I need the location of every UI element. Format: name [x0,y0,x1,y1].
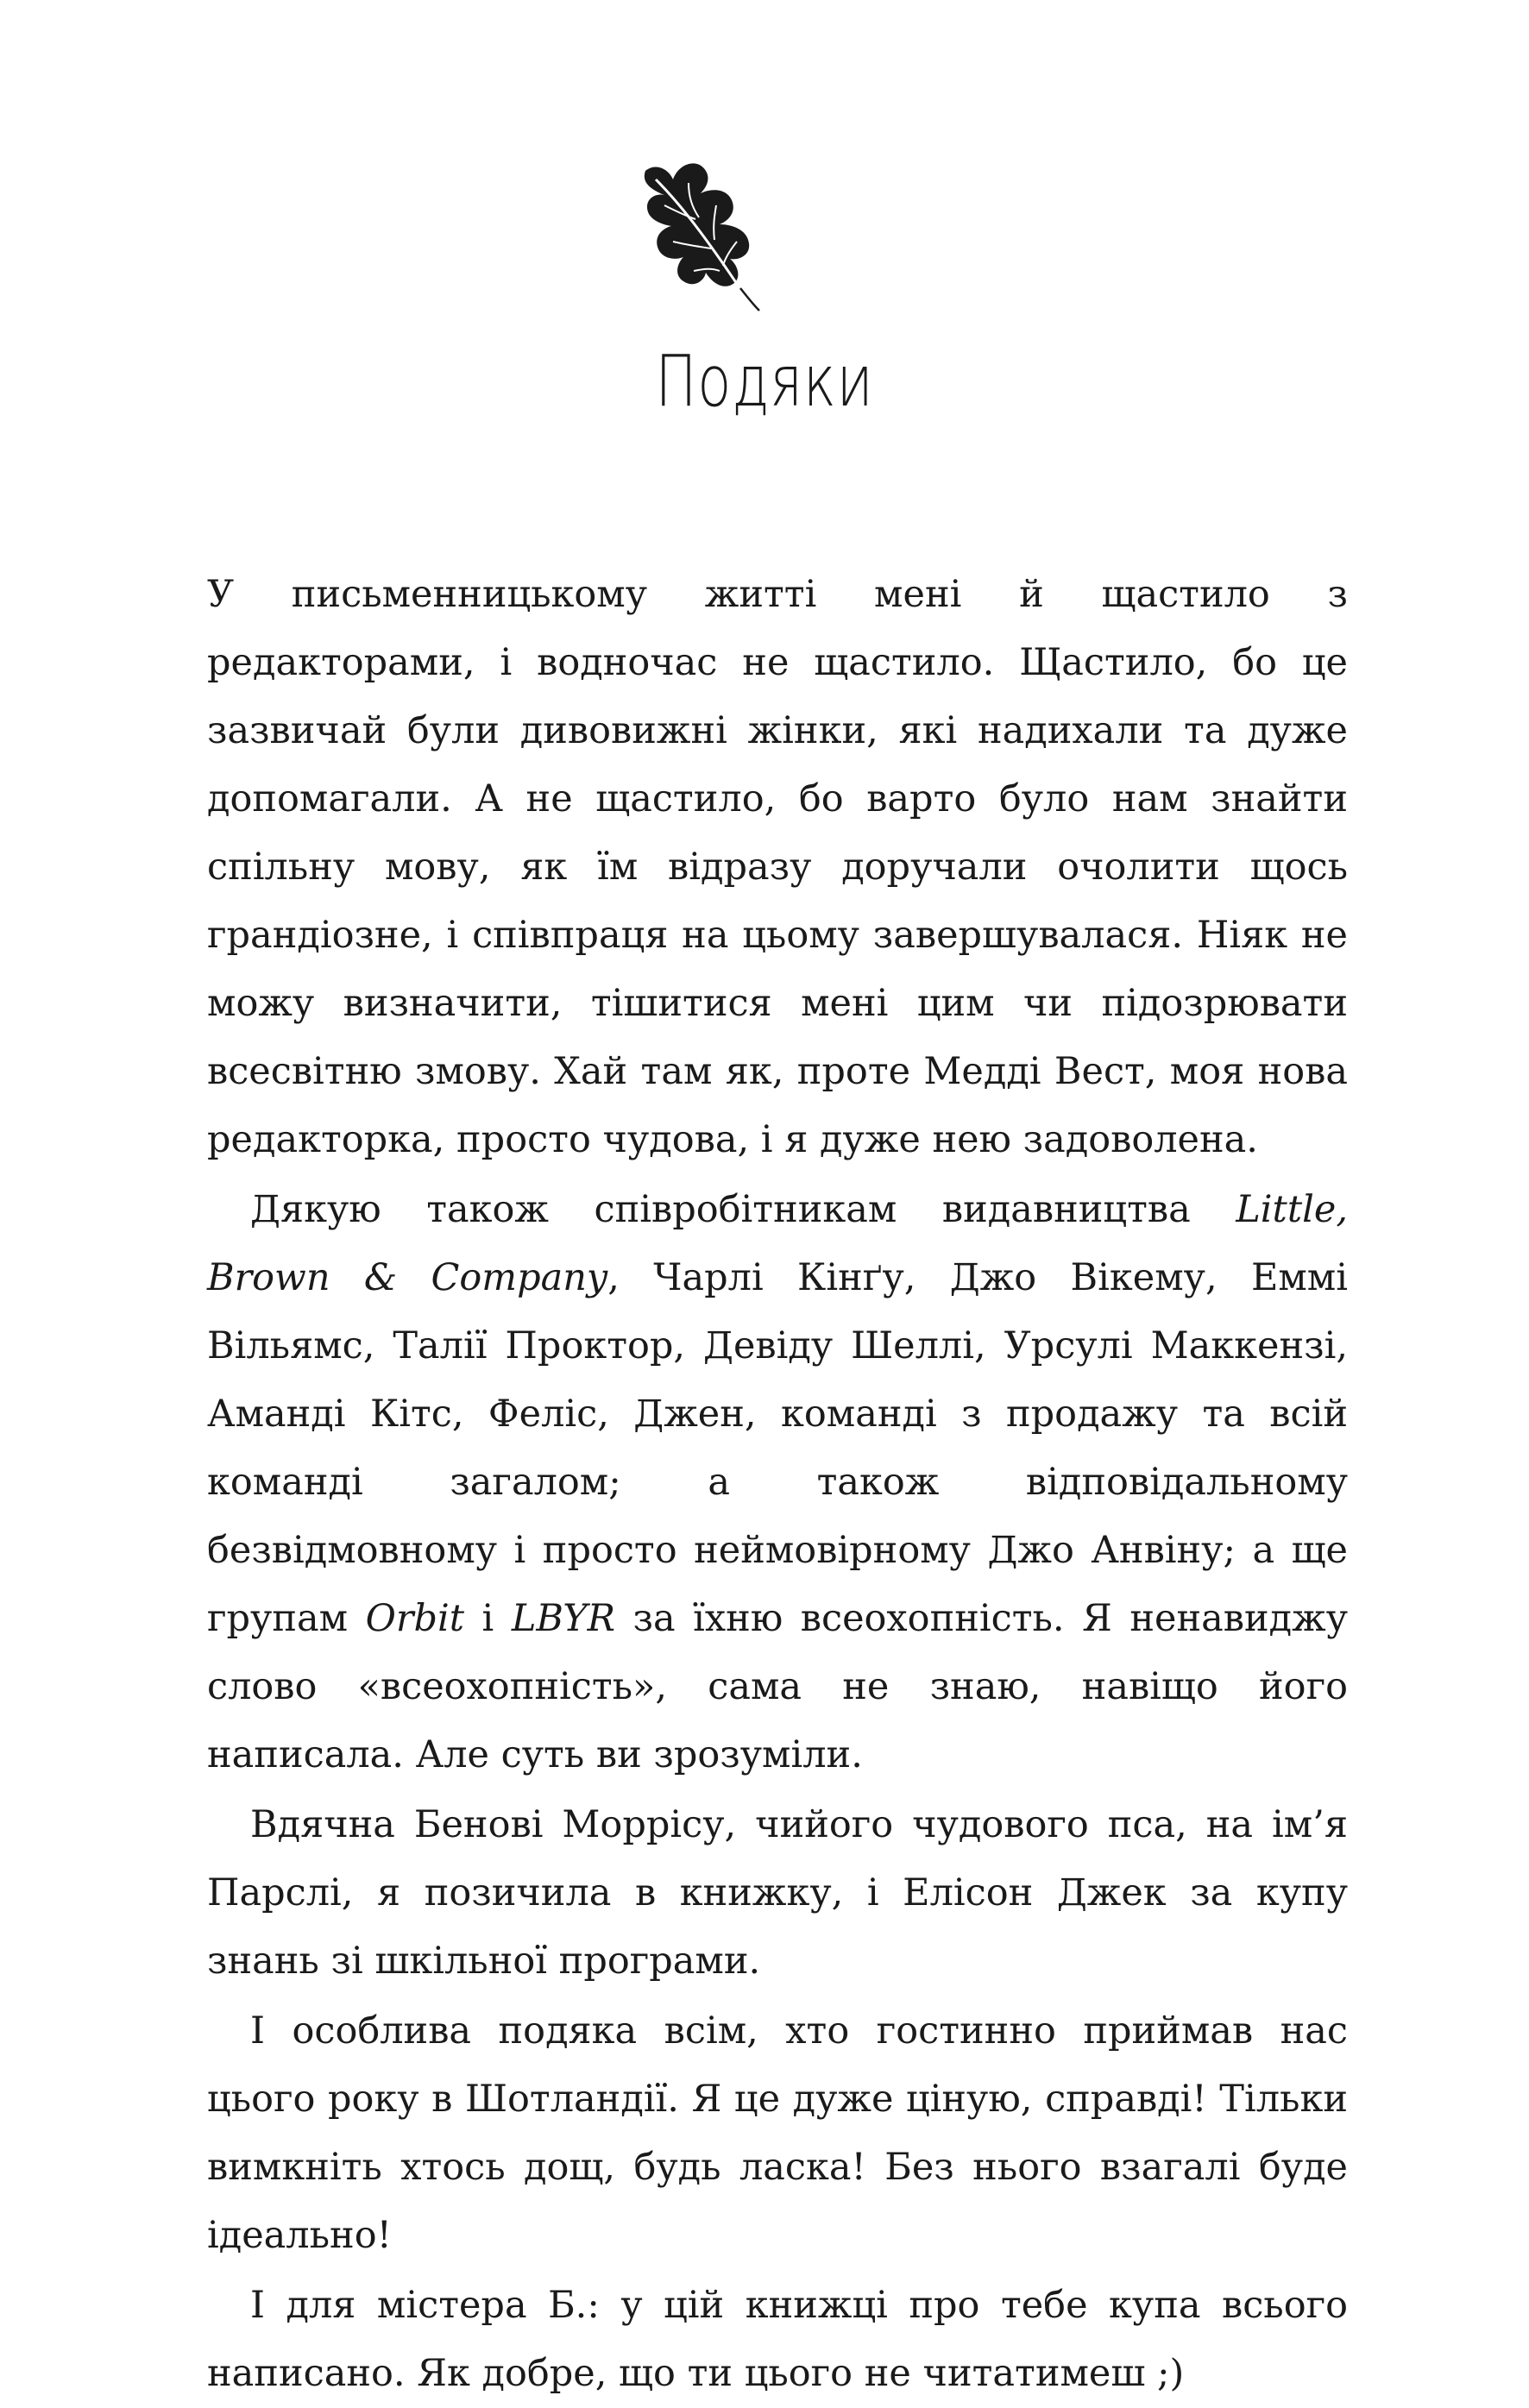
body-text [207,561,1348,2408]
paragraph-text: І особлива подяка всім, хто гостинно приймав нас цього року в Шотландії. Я це дуже ціную, справді! Тільки вимкніть хтось дощ, будь ласка! Без нього взагалі буде ідеально! [207,2009,1348,2257]
paragraph-text: за їхню всеохопність. Я ненавиджу слово «всеохопність», сама не знаю, навіщо його написала. Але суть ви зрозуміли. [207,1597,1348,1776]
chapter-title: Подяки [655,341,874,423]
paragraph-text: , Чарлі Кінґу, Джо Вікему, Еммі Вільямс, Талії Проктор, Девіду Шеллі, Урсулі Маккензі, Аманді Кітс, Феліс, Джен, команді з продажу та всій команді загалом; а також відповідальному безвідмовному і просто неймовірному Джо Анвіну; а ще групам [207,1256,1348,1640]
paragraph-text: і [464,1597,512,1640]
paragraph-text: Вдячна Бенові Моррісу, чийого чудового пса, на ім’я Парслі, я позичила в книжку, і Елісон Джек за купу знань зі шкільної програми. [207,1803,1348,1983]
paragraph-text: Дякую також співробітникам видавництва [250,1188,1236,1231]
italic-text: LBYR [511,1597,616,1640]
paragraph [207,1997,1348,2270]
italic-text: Orbit [365,1597,465,1640]
italic-text: Little, Brown & Company [207,1188,1348,1299]
oak-leaf-icon [621,145,785,313]
paragraph [207,1791,1348,1996]
paragraph [207,561,1348,1174]
paragraph [207,1176,1348,1789]
paragraph-text: І для містера Б.: у цій книжці про тебе купа всього написано. Як добре, що ти цього не читатимеш ;) [207,2284,1348,2395]
paragraph-text: У письменницькому житті мені й щастило з редакторами, і водночас не щастило. Щастило, бо це зазвичай були дивовижні жінки, які надихали та дуже допомагали. А не щастило, бо варто було нам знайти спільну мову, як їм відразу доручали очолити щось грандіозне, і співпраця на цьому завершувалася. Ніяк не можу визначити, тішитися мені цим чи підозрювати всесвітню змову. Хай там як, проте Медді Вест, моя нова редакторка, просто чудова, і я дуже нею задоволена. [207,573,1348,1161]
